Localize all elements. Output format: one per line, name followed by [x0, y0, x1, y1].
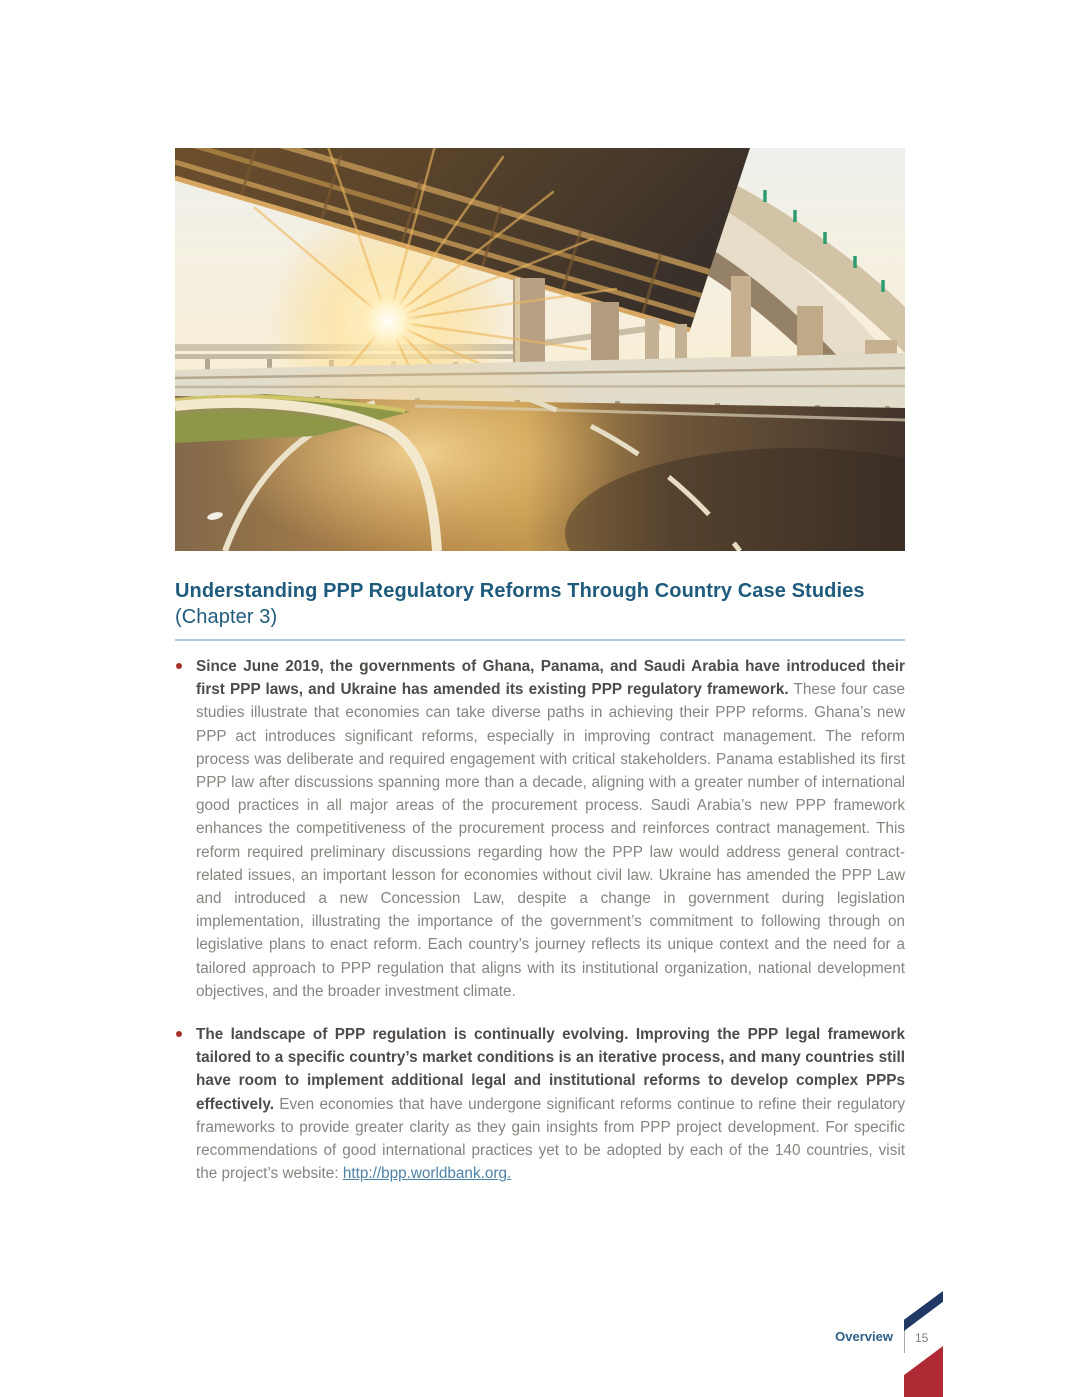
- hero-photo: [175, 148, 905, 551]
- page-title: [175, 578, 905, 630]
- bullet-item-evolving-landscape: [196, 1023, 905, 1185]
- bullet-item-case-studies: [196, 655, 905, 1003]
- footer-section-label: Overview: [835, 1329, 893, 1344]
- bullet-lead: Since June 2019, the governments of Ghana, Panama, and Saudi Arabia have introduced their first PPP laws, and Ukraine has amended its existing PPP regulatory framework.: [196, 658, 905, 699]
- page-number: 15: [915, 1331, 929, 1345]
- page-title-text: Understanding PPP Regulatory Reforms Through Country Case Studies: [175, 580, 865, 602]
- bullet-body: Even economies that have undergone significant reforms continue to refine their regulatory frameworks to provide greater clarity as they gain insights from PPP project development. For specific recommendations of good international practices yet to be adopted by each of the 140 countries, visit the project’s website:: [196, 1095, 905, 1183]
- content-area: [175, 578, 905, 1205]
- bullet-body: These four case studies illustrate that economies can take diverse paths in achieving their PPP reforms. Ghana’s new PPP act introduces significant reforms, especially in improving contract management. The reform process was deliberate and required engagement with critical stakeholders. Panama established its first PPP law after discussions spanning more than a decade, aligning with a greater number of international good practices in all major areas of the procurement process. Saudi Arabia’s new PPP framework enhances the competitiveness of the procurement process and reinforces contract management. This reform required preliminary discussions regarding how the PPP law would address general contract-related issues, an important lesson for economies without civil law. Ukraine has amended the PPP Law and introduced a new Concession Law, despite a change in government during legislation implementation, illustrating the importance of the government’s commitment to following through on legislative plans to enact reform. Each country’s journey reflects its unique context and the need for a tailored approach to PPP regulation that aligns with its institutional organization, national development objectives, and the broader investment climate.: [196, 681, 905, 1000]
- bullet-icon: [176, 663, 182, 669]
- bullet-icon: [176, 1031, 182, 1037]
- corner-stripe-navy: [904, 1291, 943, 1331]
- heading-divider: [175, 639, 905, 641]
- bullet-list: [175, 655, 905, 1185]
- page-title-chapter: (Chapter 3): [175, 606, 278, 628]
- bullet-lead: The landscape of PPP regulation is continually evolving. Improving the PPP legal framework tailored to a specific country’s market conditions is an iterative process, and many countries still have room to implement additional legal and institutional reforms to develop complex PPPs effectively.: [196, 1026, 905, 1113]
- highway-sunset-illustration: [175, 148, 905, 551]
- corner-stripe-red: [904, 1346, 943, 1397]
- project-website-link[interactable]: http://bpp.worldbank.org.: [342, 1165, 512, 1183]
